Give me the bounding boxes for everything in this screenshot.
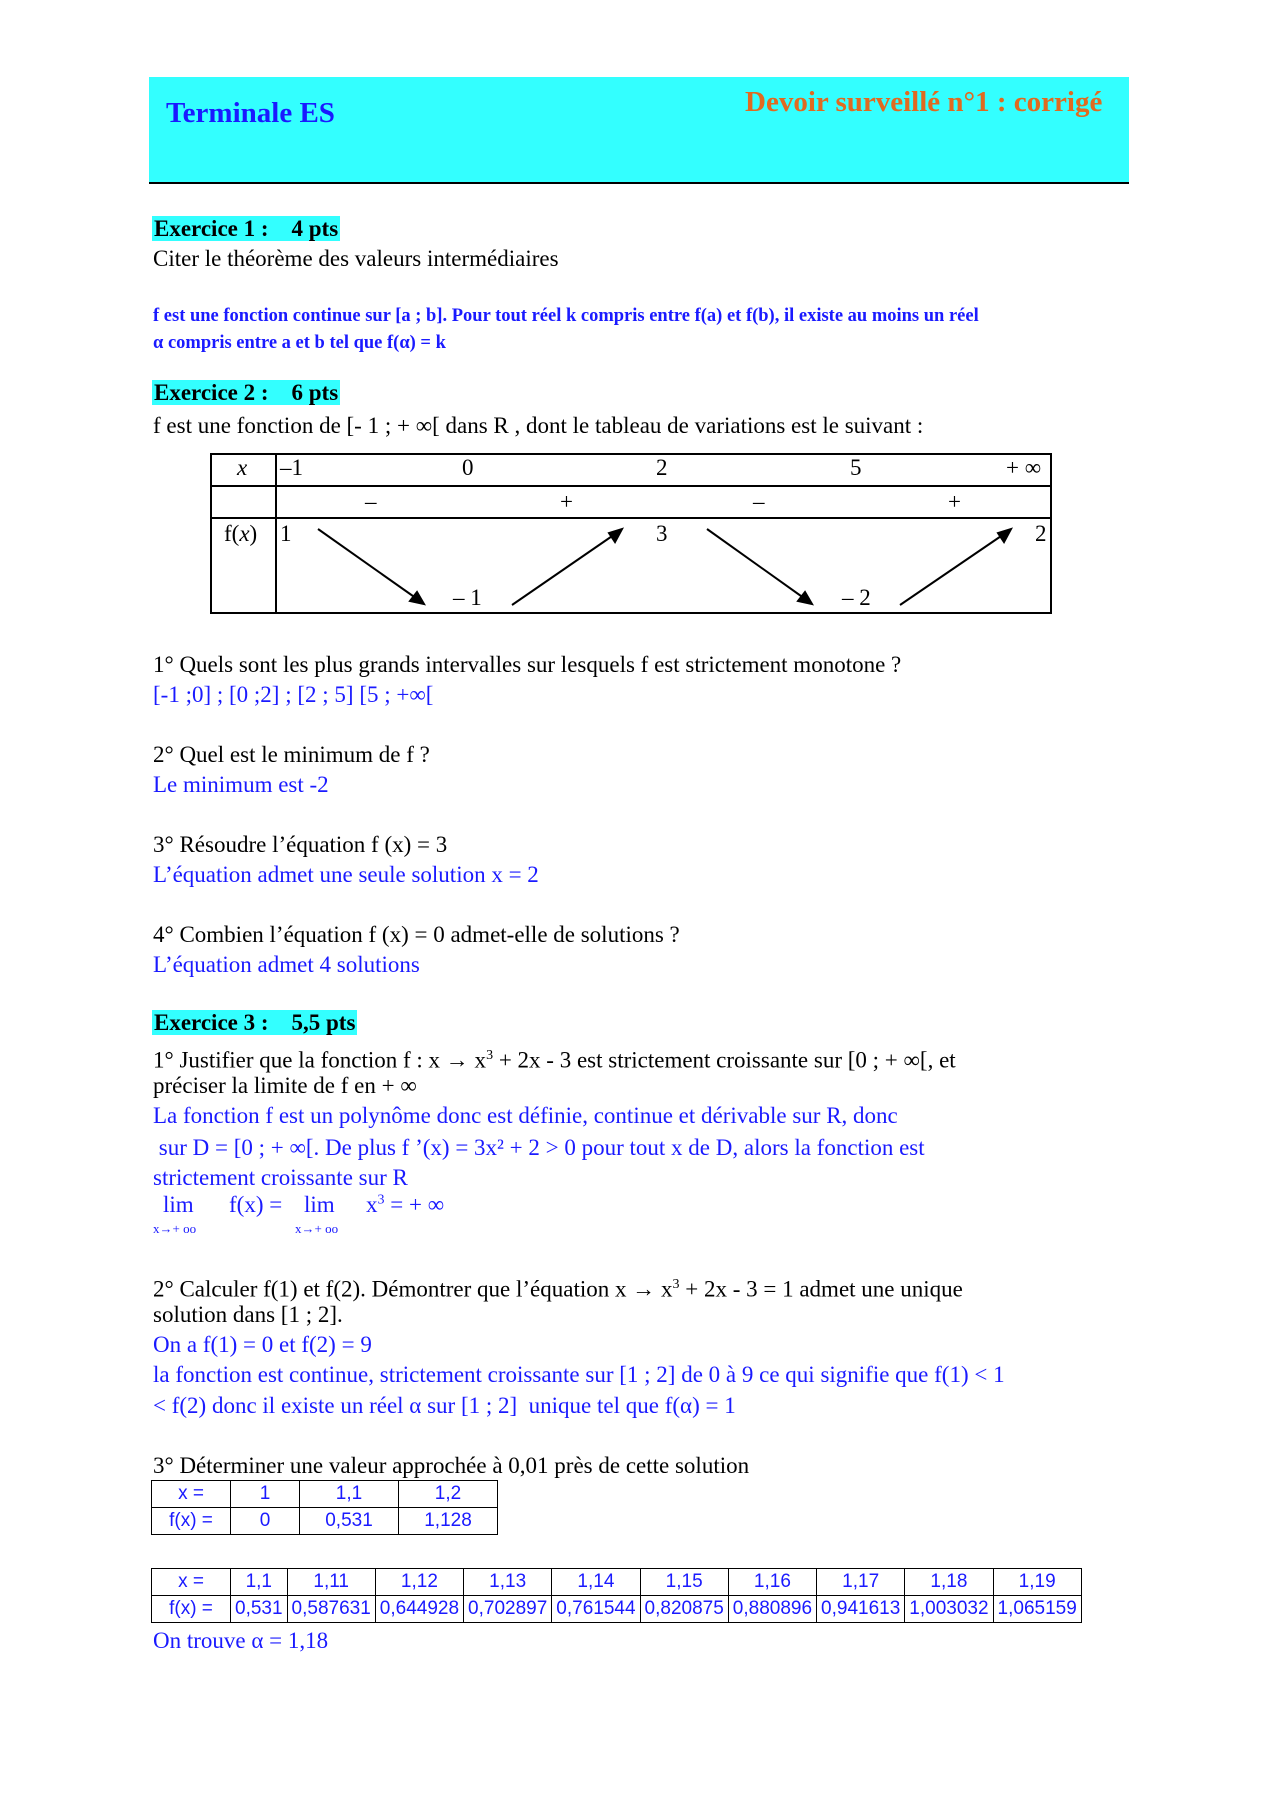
table-cell: 1,17 [817,1569,905,1596]
ex3-q1-text-a: 1° Justifier que la fonction f : x → x [153,1047,487,1073]
ex3-q2-text-b: + 2x - 3 = 1 admet une unique [679,1276,963,1302]
table-cell: 0,941613 [817,1596,905,1623]
table-cell: 1,065159 [993,1596,1081,1623]
table-f-value: 2 [1035,521,1047,546]
variation-table-grid [210,453,1052,614]
table-cell: 1,11 [287,1569,375,1596]
ex3-a2-line2: la fonction est continue, strictement croissante sur [1 ; 2] de 0 à 9 ce qui signifie que f(1) < 1 [153,1362,1005,1387]
table-x-label: x [237,455,248,480]
table-cell: 1,128 [399,1508,498,1535]
ex3-heading [152,1010,357,1036]
lim-result: = + ∞ [384,1192,445,1217]
ex3-a2-line1: On a f(1) = 0 et f(2) = 9 [153,1332,372,1357]
table-x-value: –1 [280,455,303,480]
table-cell: 1,14 [552,1569,640,1596]
ex2-q1: 1° Quels sont les plus grands intervalles sur lesquels f est strictement monotone ? [153,652,902,677]
table-row [152,1508,498,1535]
table-cell: 0,880896 [728,1596,816,1623]
table-cell: 0,531 [231,1596,288,1623]
lim-f: f(x) = [229,1192,283,1217]
ex1-question: Citer le théorème des valeurs intermédiaires [153,246,559,271]
table-cell: 0,702897 [464,1596,552,1623]
table-f-value: 3 [656,521,668,546]
ex2-heading [152,380,340,406]
ex3-q1-exponent: 3 [486,1048,494,1063]
table-row [152,1569,1082,1596]
ex3-a1-line3: strictement croissante sur R [153,1165,408,1190]
table-cell: 0,587631 [287,1596,375,1623]
ex3-a1-line1: La fonction f est un polynôme donc est définie, continue et dérivable sur R, donc [153,1103,898,1128]
ex3-q2-line2: solution dans [1 ; 2]. [153,1302,343,1327]
table-cell: 1,1 [231,1569,288,1596]
lim-x: x [366,1192,378,1217]
table-cell: 1,15 [640,1569,728,1596]
table-sign: + [560,489,573,514]
lim-sub-2: x→+ oo [295,1221,339,1236]
table-cell: 0,644928 [375,1596,463,1623]
lim-rhs [366,1192,444,1218]
table-f-label: f(x) [224,521,258,546]
table-cell-label: f(x) = [152,1596,231,1623]
table-x-value: 5 [850,455,862,480]
table-cell: 1,003032 [905,1596,993,1623]
ex3-conclusion: On trouve α = 1,18 [153,1628,329,1653]
exam-title: Devoir surveillé n°1 : corrigé [745,86,1103,118]
lim-word-2: lim [304,1192,335,1217]
ex3-q3: 3° Déterminer une valeur approchée à 0,01 près de cette solution [153,1453,750,1478]
ex2-q3: 3° Résoudre l’équation f (x) = 3 [153,832,448,857]
lim-sub-1: x→+ oo [153,1221,197,1236]
ex2-a3: L’équation admet une seule solution x = 2 [153,862,539,887]
table-sign: + [948,489,961,514]
table-f-value: – 2 [842,585,871,610]
table-cell: 0,531 [300,1508,399,1535]
ex3-q2-text-a: 2° Calculer f(1) et f(2). Démontrer que l’équation x → x [153,1276,673,1302]
table-cell: 1,19 [993,1569,1081,1596]
table-cell-label: x = [152,1481,231,1508]
ex3-heading-text: Exercice 3 : 5,5 pts [154,1010,356,1035]
table-cell: 1,2 [399,1481,498,1508]
ex2-a1: [-1 ;0] ; [0 ;2] ; [2 ; 5] [5 ; +∞[ [153,682,434,707]
approx-table-1 [151,1480,498,1535]
ex2-q4: 4° Combien l’équation f (x) = 0 admet-elle de solutions ? [153,922,680,947]
ex3-q1-line2: préciser la limite de f en + ∞ [153,1073,417,1098]
table-sign: – [365,489,377,514]
ex3-q2-exponent: 3 [672,1277,680,1292]
table-cell: 1,18 [905,1569,993,1596]
ex1-heading-text: Exercice 1 : 4 pts [154,216,339,241]
ex3-a1-line2: sur D = [0 ; + ∞[. De plus f ’(x) = 3x² + 2 > 0 pour tout x de D, alors la fonction est [153,1135,925,1160]
ex2-a4: L’équation admet 4 solutions [153,952,420,977]
table-cell: 0,820875 [640,1596,728,1623]
table-cell-label: f(x) = [152,1508,231,1535]
ex1-heading [152,216,340,242]
ex1-answer-line2: α compris entre a et b tel que f(α) = k [153,333,446,353]
lim-word-1: lim [163,1192,194,1217]
table-cell: 1,12 [375,1569,463,1596]
table-f-value: – 1 [453,585,482,610]
table-row [152,1481,498,1508]
table-cell: 1,13 [464,1569,552,1596]
ex2-intro: f est une fonction de [- 1 ; + ∞[ dans R , dont le tableau de variations est le suivant : [153,413,924,438]
table-x-value: 2 [656,455,668,480]
table-x-value: + ∞ [1006,455,1042,480]
ex3-a2-line3: < f(2) donc il existe un réel α sur [1 ; 2] unique tel que f(α) = 1 [153,1393,736,1418]
lim-exponent: 3 [377,1192,385,1208]
ex3-q1-text-b: + 2x - 3 est strictement croissante sur [0 ; + ∞[, et [493,1047,956,1073]
class-title: Terminale ES [166,97,335,129]
table-cell: 0 [231,1508,300,1535]
ex1-answer-line1: f est une fonction continue sur [a ; b]. Pour tout réel k compris entre f(a) et f(b), il existe au moins un réel [153,306,979,326]
table-sign: – [753,489,765,514]
table-cell: 1,1 [300,1481,399,1508]
table-cell-label: x = [152,1569,231,1596]
table-x-value: 0 [462,455,474,480]
table-cell: 1,16 [728,1569,816,1596]
table-row [152,1596,1082,1623]
table-f-value: 1 [280,521,292,546]
ex2-q2: 2° Quel est le minimum de f ? [153,742,430,767]
ex2-heading-text: Exercice 2 : 6 pts [154,380,339,405]
table-cell: 1 [231,1481,300,1508]
ex2-a2: Le minimum est -2 [153,772,329,797]
variation-table [210,453,1052,614]
approx-table-2 [151,1568,1082,1623]
table-cell: 0,761544 [552,1596,640,1623]
